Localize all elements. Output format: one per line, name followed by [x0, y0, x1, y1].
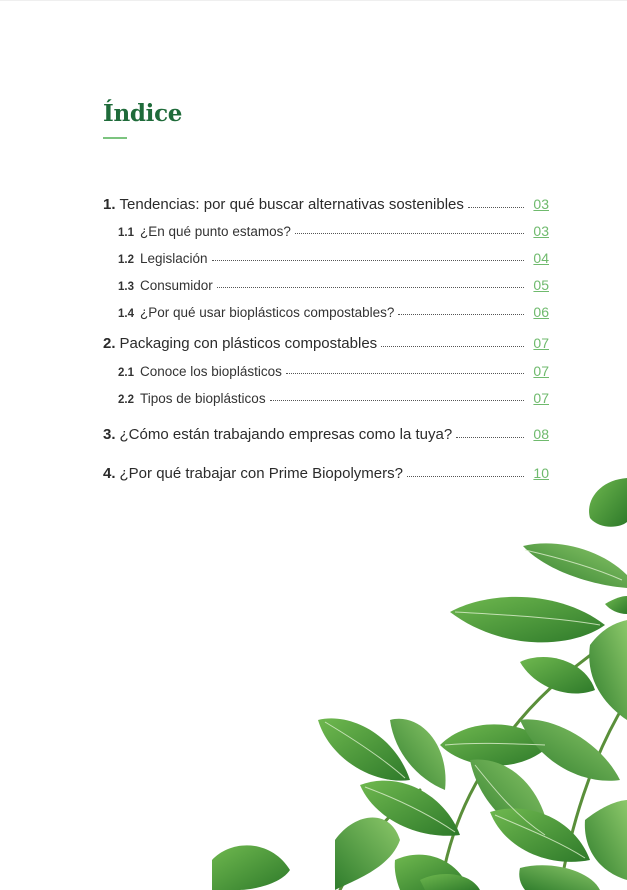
toc-item-1-3[interactable] — [103, 277, 549, 293]
toc-label: ¿Por qué trabajar con Prime Biopolymers? — [119, 465, 403, 482]
toc-number: 3. — [103, 426, 116, 443]
toc-item-1-1[interactable] — [103, 223, 549, 239]
toc-number: 1.4 — [118, 308, 134, 320]
toc-page-link[interactable]: 04 — [533, 250, 549, 266]
toc-label: ¿Cómo están trabajando empresas como la tuya? — [119, 426, 453, 443]
toc-page-link[interactable]: 06 — [533, 304, 549, 320]
toc-label: Tipos de bioplásticos — [140, 391, 266, 406]
toc-number: 1.2 — [118, 254, 134, 266]
title-underline — [103, 137, 127, 139]
table-of-contents — [103, 196, 549, 482]
toc-number: 1. — [103, 196, 116, 213]
dot-leader — [217, 286, 524, 288]
dot-leader — [295, 232, 524, 234]
toc-page-link[interactable]: 03 — [533, 196, 549, 212]
toc-page-link[interactable]: 07 — [533, 363, 549, 379]
toc-label: Packaging con plásticos compostables — [119, 335, 378, 352]
toc-page-link[interactable]: 10 — [533, 465, 549, 481]
dot-leader — [381, 345, 524, 347]
toc-number: 2. — [103, 335, 116, 352]
dot-leader — [456, 436, 524, 438]
toc-page-link[interactable]: 07 — [533, 390, 549, 406]
toc-label: Conoce los bioplásticos — [140, 364, 282, 379]
toc-page-link[interactable]: 05 — [533, 277, 549, 293]
toc-number: 1.1 — [118, 227, 134, 239]
toc-item-4[interactable] — [103, 465, 549, 482]
dot-leader — [407, 475, 524, 477]
toc-number: 2.1 — [118, 367, 134, 379]
toc-label: ¿Por qué usar bioplásticos compostables? — [140, 305, 395, 320]
dot-leader — [270, 399, 524, 401]
top-divider — [0, 0, 627, 1]
toc-label: Tendencias: por qué buscar alternativas sostenibles — [119, 196, 464, 213]
toc-item-1[interactable] — [103, 196, 549, 213]
toc-item-1-4[interactable] — [103, 304, 549, 320]
toc-label: Legislación — [140, 251, 208, 266]
dot-leader — [212, 259, 524, 261]
toc-number: 4. — [103, 465, 116, 482]
dot-leader — [398, 313, 524, 315]
toc-item-1-2[interactable] — [103, 250, 549, 266]
toc-label: ¿En qué punto estamos? — [140, 224, 291, 239]
toc-page-link[interactable]: 03 — [533, 223, 549, 239]
dot-leader — [468, 206, 524, 208]
toc-number: 1.3 — [118, 281, 134, 293]
toc-item-2-2[interactable] — [103, 390, 549, 406]
toc-page-link[interactable]: 08 — [533, 426, 549, 442]
toc-item-2-1[interactable] — [103, 363, 549, 379]
toc-item-3[interactable] — [103, 426, 549, 443]
page-title: Índice — [103, 100, 183, 127]
toc-number: 2.2 — [118, 394, 134, 406]
dot-leader — [286, 372, 524, 374]
toc-page-link[interactable]: 07 — [533, 335, 549, 351]
toc-label: Consumidor — [140, 278, 213, 293]
toc-item-2[interactable] — [103, 335, 549, 352]
leaf-group — [212, 478, 627, 890]
